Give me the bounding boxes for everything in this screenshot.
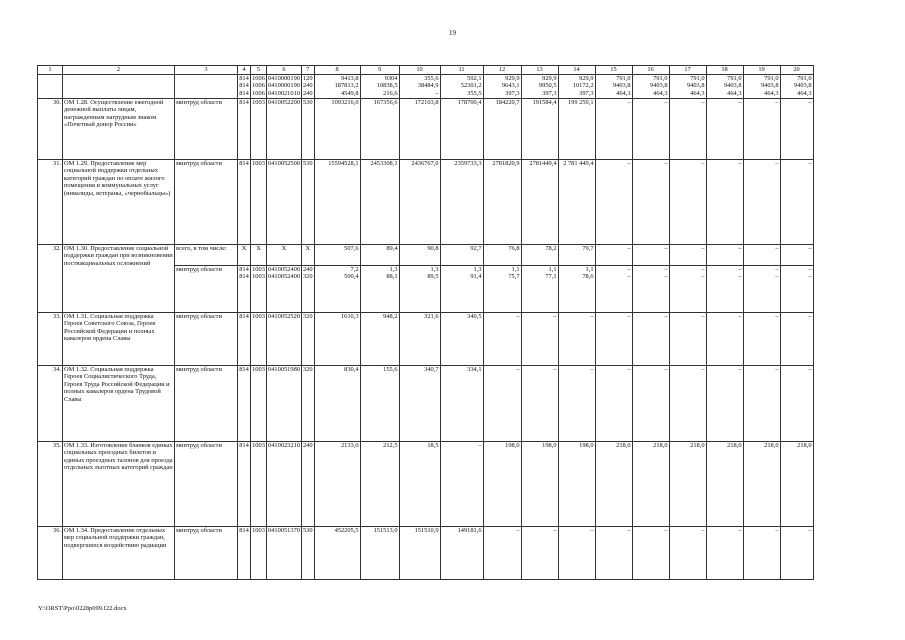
value-cell: – <box>669 365 706 441</box>
table-cell-line: 814 <box>239 82 249 90</box>
value-cell <box>440 74 483 98</box>
value-cell: – <box>669 312 706 365</box>
table-cell-line: 9403,8 <box>649 82 668 90</box>
executor: минтруд области <box>175 265 238 312</box>
table-cell-line: 240 <box>302 265 313 273</box>
table-cell-line: 791,0 <box>764 74 779 82</box>
table-cell-line: 1,1 <box>548 265 557 273</box>
code-cell <box>301 265 314 312</box>
code-cell <box>267 265 302 312</box>
value-cell <box>314 74 360 98</box>
table-cell-line: 52301,2 <box>460 82 482 90</box>
table-cell-line: – <box>808 273 812 281</box>
value-cell: 340,7 <box>399 365 440 441</box>
table-cell-line: – <box>627 265 631 273</box>
value-cell: 321,6 <box>399 312 440 365</box>
table-cell-line: 397,3 <box>542 89 557 97</box>
table-row <box>38 159 814 244</box>
table-cell-line: 1003 <box>252 273 265 281</box>
table-cell-line: 187813,2 <box>334 82 359 90</box>
value-cell: – <box>669 526 706 579</box>
value-cell: – <box>706 312 743 365</box>
code-cell: 1003 <box>251 159 267 244</box>
value-cell: 198,0 <box>558 441 595 526</box>
value-cell: – <box>669 98 706 159</box>
value-cell: – <box>483 365 521 441</box>
value-cell: 78,2 <box>521 244 558 265</box>
code-cell: 0410052500 <box>267 159 302 244</box>
value-cell: 830,4 <box>314 365 360 441</box>
value-cell: 76,8 <box>483 244 521 265</box>
code-cell <box>238 74 251 98</box>
column-number: 5 <box>251 66 267 75</box>
value-cell: 2 781 449,4 <box>558 159 595 244</box>
table-cell-line: – <box>738 273 742 281</box>
value-cell: – <box>780 365 813 441</box>
table-row <box>38 365 814 441</box>
value-cell <box>669 265 706 312</box>
code-cell: Х <box>267 244 302 265</box>
value-cell: – <box>558 365 595 441</box>
measure-name: ОМ 1.34. Предоставление отдельных мер социальной поддержки граждан, подвергшихся воздействию радиации <box>63 526 175 579</box>
value-cell: – <box>780 312 813 365</box>
table-cell-line: 9304 <box>384 74 398 82</box>
table-cell-line: 0410052400 <box>268 265 300 273</box>
row-number: 34. <box>38 365 63 441</box>
value-cell: 218,0 <box>706 441 743 526</box>
value-cell: – <box>743 365 780 441</box>
table-cell-line: 1,1 <box>585 265 594 273</box>
value-cell: – <box>632 159 669 244</box>
value-cell: 151513,0 <box>360 526 399 579</box>
value-cell: – <box>595 244 632 265</box>
table-cell-line: 10172,2 <box>572 82 594 90</box>
value-cell: – <box>669 159 706 244</box>
code-cell: 814 <box>238 98 251 159</box>
table-cell-line: 9413,8 <box>340 74 359 82</box>
code-cell <box>251 74 267 98</box>
value-cell: – <box>632 244 669 265</box>
table-cell-line: 7,2 <box>350 265 359 273</box>
row-number: 33. <box>38 312 63 365</box>
value-cell: 15594528,1 <box>314 159 360 244</box>
table-cell-line: – <box>664 265 668 273</box>
table-cell-line: 464,3 <box>727 89 742 97</box>
table-row <box>38 312 814 365</box>
value-cell <box>743 265 780 312</box>
value-cell: – <box>632 312 669 365</box>
table-cell-line: 1,3 <box>473 265 482 273</box>
value-cell: – <box>743 526 780 579</box>
table-cell-line: 814 <box>239 74 249 82</box>
value-cell: 149181,6 <box>440 526 483 579</box>
executor: минтруд области <box>175 526 238 579</box>
table-cell-line: 1003 <box>252 265 265 273</box>
value-cell <box>780 74 813 98</box>
code-cell: 1003 <box>251 441 267 526</box>
code-cell: 0410052520 <box>267 312 302 365</box>
value-cell <box>595 265 632 312</box>
table-cell-line: 791,0 <box>690 74 705 82</box>
table-row <box>38 74 814 98</box>
value-cell: 218,0 <box>743 441 780 526</box>
value-cell <box>360 74 399 98</box>
value-cell: 2436767,0 <box>399 159 440 244</box>
executor: минтруд области <box>175 441 238 526</box>
table-cell-line: 592,1 <box>467 74 482 82</box>
code-cell: 1003 <box>251 98 267 159</box>
column-number: 13 <box>521 66 558 75</box>
footer-file-path: Y:\ORST\Ppo\0228p099.f22.docx <box>38 605 127 612</box>
column-number: 14 <box>558 66 595 75</box>
code-cell: 814 <box>238 312 251 365</box>
table-cell-line: – <box>775 265 779 273</box>
column-number: 11 <box>440 66 483 75</box>
table-cell-line: 791,0 <box>797 74 812 82</box>
code-cell: 530 <box>301 526 314 579</box>
value-cell: – <box>521 365 558 441</box>
number-cell <box>38 74 63 98</box>
value-cell: 184220,7 <box>483 98 521 159</box>
value-cell: – <box>595 159 632 244</box>
table-cell-line: 91,4 <box>470 273 482 281</box>
table-row <box>38 526 814 579</box>
code-cell: 814 <box>238 526 251 579</box>
value-cell: 1093216,0 <box>314 98 360 159</box>
table-cell-line: 355,6 <box>424 74 439 82</box>
table-cell-line: 9643,1 <box>501 82 520 90</box>
table-cell-line: 9403,8 <box>612 82 631 90</box>
value-cell: 1610,3 <box>314 312 360 365</box>
table-cell-line: – <box>701 265 705 273</box>
column-number: 2 <box>63 66 175 75</box>
table-cell-line: 0410021010 <box>268 89 300 97</box>
table-row <box>38 441 814 526</box>
measure-name: ОМ 1.30. Предоставление социальной поддержки граждан при возникновении поствакцинальных осложнений <box>63 244 175 312</box>
value-cell: – <box>558 312 595 365</box>
table-cell-line: – <box>627 273 631 281</box>
measure-name: ОМ 1.32. Социальная поддержка Героев Социалистического Труда, Героев Труда Российской Федерации и полных кавалеров ордена Трудовой Славы <box>63 365 175 441</box>
column-number: 9 <box>360 66 399 75</box>
value-cell: 2781449,4 <box>521 159 558 244</box>
table-cell-line: 9403,8 <box>760 82 779 90</box>
table-cell-line: 929,9 <box>505 74 520 82</box>
table-cell-line: 240 <box>302 82 313 90</box>
value-cell <box>632 265 669 312</box>
table-cell-line: 9403,8 <box>686 82 705 90</box>
table-cell-line: 320 <box>302 273 313 281</box>
code-cell: 0410051370 <box>267 526 302 579</box>
code-cell: Х <box>251 244 267 265</box>
column-number: 16 <box>632 66 669 75</box>
value-cell: – <box>440 441 483 526</box>
table-cell-line: 38484,9 <box>417 82 439 90</box>
measure-name: ОМ 1.31. Социальная поддержка Героев Советского Союза, Героев Российской Федерации и полных кавалеров ордена Славы <box>63 312 175 365</box>
column-number: 19 <box>743 66 780 75</box>
row-number: 30. <box>38 98 63 159</box>
table-cell-line: 0410000190 <box>268 74 300 82</box>
column-number: 4 <box>238 66 251 75</box>
table-row <box>38 98 814 159</box>
table-cell-line: 216,6 <box>383 89 398 97</box>
value-cell: 218,0 <box>669 441 706 526</box>
value-cell: – <box>780 159 813 244</box>
value-cell: 334,1 <box>440 365 483 441</box>
value-cell: – <box>743 98 780 159</box>
value-cell: 89,4 <box>360 244 399 265</box>
code-cell <box>267 74 302 98</box>
value-cell <box>483 265 521 312</box>
table-cell-line: 0410052400 <box>268 273 300 281</box>
value-cell: 191584,4 <box>521 98 558 159</box>
value-cell: – <box>521 312 558 365</box>
value-cell: 18,5 <box>399 441 440 526</box>
row-number: 36. <box>38 526 63 579</box>
value-cell: – <box>632 526 669 579</box>
table-cell-line: – <box>808 265 812 273</box>
column-number: 20 <box>780 66 813 75</box>
table-cell-line: 1006 <box>252 82 265 90</box>
table-cell-line: 88,1 <box>386 273 398 281</box>
value-cell: – <box>780 526 813 579</box>
value-cell: 151510,9 <box>399 526 440 579</box>
measure-name: ОМ 1.29. Предоставление мер социальной поддержки отдельных категорий граждан по оплате жилого помещения и коммунальных услуг (инвалиды, ветераны, «чернобыльцы») <box>63 159 175 244</box>
table-cell-line: 814 <box>239 273 249 281</box>
value-cell: 167356,6 <box>360 98 399 159</box>
value-cell: 2133,0 <box>314 441 360 526</box>
value-cell: – <box>743 312 780 365</box>
table-cell-line: 929,9 <box>579 74 594 82</box>
value-cell: 218,0 <box>632 441 669 526</box>
value-cell: – <box>595 365 632 441</box>
table-cell-line: – <box>775 273 779 281</box>
value-cell: – <box>706 98 743 159</box>
table-cell-line: 89,5 <box>427 273 439 281</box>
table-cell-line: – <box>664 273 668 281</box>
value-cell <box>521 74 558 98</box>
code-cell: 1003 <box>251 312 267 365</box>
header-row <box>38 66 814 75</box>
value-cell: – <box>743 244 780 265</box>
table-cell-line: 9403,8 <box>793 82 812 90</box>
name-cell <box>63 74 175 98</box>
code-cell <box>251 265 267 312</box>
value-cell: 2453308,1 <box>360 159 399 244</box>
value-cell: 79,7 <box>558 244 595 265</box>
table-cell-line: 464,3 <box>764 89 779 97</box>
table-cell-line: 397,3 <box>505 89 520 97</box>
value-cell <box>521 265 558 312</box>
table-cell-line: 120 <box>302 74 313 82</box>
code-cell: Х <box>301 244 314 265</box>
table-cell-line: 500,4 <box>344 273 359 281</box>
table-cell-line: 75,7 <box>508 273 520 281</box>
value-cell: 212,5 <box>360 441 399 526</box>
table-cell-line: 1,1 <box>511 265 520 273</box>
executor: всего, в том числе: <box>175 244 238 265</box>
code-cell: 0410051980 <box>267 365 302 441</box>
table-cell-line: 9403,8 <box>723 82 742 90</box>
table-cell-line: 4549,8 <box>340 89 359 97</box>
value-cell: – <box>558 526 595 579</box>
code-cell: 240 <box>301 441 314 526</box>
value-cell: 199 250,1 <box>558 98 595 159</box>
value-cell: – <box>706 526 743 579</box>
table-cell-line: 240 <box>302 89 313 97</box>
value-cell: 2781820,9 <box>483 159 521 244</box>
code-cell: 814 <box>238 365 251 441</box>
code-cell: 320 <box>301 365 314 441</box>
code-cell: 814 <box>238 441 251 526</box>
code-cell: 814 <box>238 159 251 244</box>
code-cell: 1003 <box>251 365 267 441</box>
value-cell <box>780 265 813 312</box>
table-cell-line: 814 <box>239 89 249 97</box>
program-table <box>37 65 814 580</box>
code-cell: 320 <box>301 312 314 365</box>
measure-name: ОМ 1.28. Осуществление ежегодной денежной выплаты лицам, награжденным нагрудным знаком «Почетный донор России» <box>63 98 175 159</box>
measure-name: ОМ 1.33. Изготовление бланков единых социальных проездных билетов и единых проездных талонов для проезда отдельных льготных категорий граждан <box>63 441 175 526</box>
table-cell-line: 397,3 <box>579 89 594 97</box>
table-cell-line: 464,3 <box>616 89 631 97</box>
code-cell: 0410023210 <box>267 441 302 526</box>
value-cell: – <box>521 526 558 579</box>
value-cell: 507,6 <box>314 244 360 265</box>
value-cell: – <box>706 244 743 265</box>
value-cell <box>399 265 440 312</box>
value-cell: – <box>595 98 632 159</box>
executor: минтруд области <box>175 159 238 244</box>
value-cell: 218,0 <box>595 441 632 526</box>
value-cell: – <box>595 312 632 365</box>
table-cell-line: 1,3 <box>389 265 398 273</box>
column-number: 12 <box>483 66 521 75</box>
value-cell: – <box>669 244 706 265</box>
table-cell-line: 464,3 <box>797 89 812 97</box>
table-cell-line: 464,3 <box>690 89 705 97</box>
value-cell: 92,7 <box>440 244 483 265</box>
column-number: 1 <box>38 66 63 75</box>
value-cell <box>360 265 399 312</box>
table-cell-line: 464,3 <box>653 89 668 97</box>
value-cell: 178700,4 <box>440 98 483 159</box>
value-cell: 198,0 <box>483 441 521 526</box>
column-number: 6 <box>267 66 302 75</box>
table-cell-line: 791,0 <box>616 74 631 82</box>
table-cell-line: – <box>738 265 742 273</box>
value-cell: – <box>595 526 632 579</box>
value-cell <box>669 74 706 98</box>
table-cell-line: 9950,5 <box>538 82 557 90</box>
code-cell: 0410052200 <box>267 98 302 159</box>
executor: минтруд области <box>175 98 238 159</box>
value-cell: 198,0 <box>521 441 558 526</box>
row-number: 35. <box>38 441 63 526</box>
table-cell-line: – <box>701 273 705 281</box>
value-cell: 452205,5 <box>314 526 360 579</box>
value-cell: 90,8 <box>399 244 440 265</box>
value-cell <box>743 74 780 98</box>
value-cell: 340,5 <box>440 312 483 365</box>
value-cell: – <box>483 526 521 579</box>
executor-cell <box>175 74 238 98</box>
value-cell <box>632 74 669 98</box>
value-cell: – <box>706 159 743 244</box>
value-cell: – <box>632 98 669 159</box>
code-cell: 530 <box>301 98 314 159</box>
table-cell-line: 0410000190 <box>268 82 300 90</box>
table-row <box>38 244 814 265</box>
value-cell <box>399 74 440 98</box>
column-number: 3 <box>175 66 238 75</box>
column-number: 17 <box>669 66 706 75</box>
value-cell: – <box>632 365 669 441</box>
column-number: 18 <box>706 66 743 75</box>
code-cell: Х <box>238 244 251 265</box>
value-cell <box>558 265 595 312</box>
table-cell-line: 355,5 <box>467 89 482 97</box>
table-cell-line: 791,0 <box>727 74 742 82</box>
value-cell: 948,2 <box>360 312 399 365</box>
table-cell-line: 77,1 <box>545 273 557 281</box>
value-cell: 2359733,3 <box>440 159 483 244</box>
value-cell <box>706 74 743 98</box>
value-cell: – <box>483 312 521 365</box>
page-number: 19 <box>449 29 456 37</box>
column-number: 7 <box>301 66 314 75</box>
value-cell: – <box>780 98 813 159</box>
value-cell <box>483 74 521 98</box>
value-cell <box>595 74 632 98</box>
executor: минтруд области <box>175 365 238 441</box>
table-cell-line: – <box>435 89 439 97</box>
column-number: 10 <box>399 66 440 75</box>
code-cell <box>238 265 251 312</box>
code-cell: 1003 <box>251 526 267 579</box>
column-number: 15 <box>595 66 632 75</box>
value-cell <box>558 74 595 98</box>
row-number: 32. <box>38 244 63 312</box>
value-cell <box>706 265 743 312</box>
table-cell-line: 929,9 <box>542 74 557 82</box>
code-cell <box>301 74 314 98</box>
value-cell: 155,6 <box>360 365 399 441</box>
table-cell-line: 814 <box>239 265 249 273</box>
value-cell: 218,0 <box>780 441 813 526</box>
code-cell: 530 <box>301 159 314 244</box>
table-cell-line: 1006 <box>252 89 265 97</box>
table-cell-line: 1,3 <box>430 265 439 273</box>
table-cell-line: 791,0 <box>653 74 668 82</box>
value-cell: – <box>780 244 813 265</box>
column-number: 8 <box>314 66 360 75</box>
row-number: 31. <box>38 159 63 244</box>
value-cell <box>440 265 483 312</box>
value-cell: – <box>743 159 780 244</box>
table-cell-line: 78,6 <box>582 273 594 281</box>
value-cell: 172103,8 <box>399 98 440 159</box>
table-cell-line: 10838,5 <box>376 82 398 90</box>
table-cell-line: 1006 <box>252 74 265 82</box>
executor: минтруд области <box>175 312 238 365</box>
value-cell <box>314 265 360 312</box>
value-cell: – <box>706 365 743 441</box>
